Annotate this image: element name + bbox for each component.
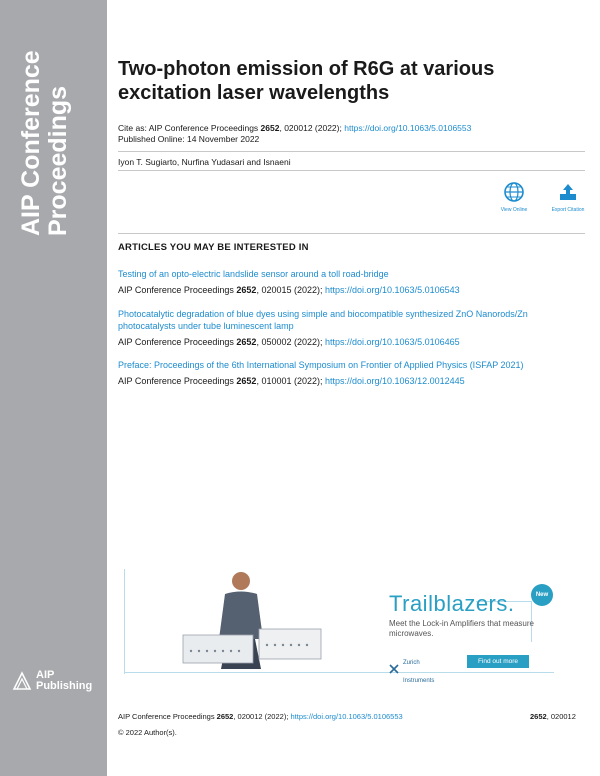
advertisement-banner[interactable] <box>124 569 554 684</box>
brand-mark-icon <box>389 664 399 674</box>
paper-title: Two-photon emission of R6G at various excitation laser wavelengths <box>118 58 495 104</box>
published-date: Published Online: 14 November 2022 <box>118 134 260 144</box>
related-articles-heading: ARTICLES YOU MAY BE INTERESTED IN <box>118 242 309 253</box>
journal-name: AIP Conference Proceedings <box>17 50 72 236</box>
globe-icon <box>503 181 525 203</box>
journal-sidebar <box>0 0 107 776</box>
article-title-link[interactable]: Testing of an opto-electric landslide sensor around a toll road-bridge <box>118 269 389 279</box>
publisher-line2: Publishing <box>36 680 93 692</box>
page-reference: 2652, 020012 <box>530 712 576 721</box>
ad-frame-line <box>124 569 125 674</box>
new-badge: New <box>531 584 553 606</box>
publisher-logo[interactable] <box>12 669 92 693</box>
divider <box>118 233 585 234</box>
find-out-more-button[interactable]: Find out more <box>467 655 529 668</box>
article-citation: AIP Conference Proceedings 2652, 020015 (2022); https://doi.org/10.1063/5.0106543 <box>118 285 460 295</box>
divider <box>118 170 585 171</box>
article-citation: AIP Conference Proceedings 2652, 010001 (2022); https://doi.org/10.1063/12.0012445 <box>118 376 465 386</box>
export-icon <box>557 181 579 203</box>
aip-logo-icon <box>12 669 32 693</box>
article-title-link[interactable]: Photocatalytic degradation of blue dyes using simple and biocompatible synthesized ZnO Nanorods/Zn photocatalysts under tube luminescent lamp <box>118 309 528 331</box>
doi-link[interactable]: https://doi.org/10.1063/5.0106553 <box>344 123 472 133</box>
view-online-button[interactable]: View Online <box>489 181 539 213</box>
publisher-line1: AIP <box>36 669 55 681</box>
article-citation: AIP Conference Proceedings 2652, 050002 (2022); https://doi.org/10.1063/5.0106465 <box>118 337 460 347</box>
doi-link[interactable]: https://doi.org/10.1063/5.0106553 <box>290 712 403 721</box>
author-list: Iyon T. Sugiarto, Nurfina Yudasari and Isnaeni <box>118 157 291 167</box>
export-citation-button[interactable]: Export Citation <box>543 181 593 213</box>
footer-citation: AIP Conference Proceedings 2652, 020012 (2022); https://doi.org/10.1063/5.0106553 <box>118 712 403 721</box>
doi-link[interactable]: https://doi.org/10.1063/12.0012445 <box>325 376 465 386</box>
ad-person-image <box>179 569 329 672</box>
divider <box>118 151 585 152</box>
copyright: © 2022 Author(s). <box>118 728 177 737</box>
list-item <box>118 308 578 348</box>
citation-block <box>118 123 471 145</box>
ad-frame-line <box>124 672 554 673</box>
cite-as: Cite as: AIP Conference Proceedings 2652, 020012 (2022); https://doi.org/10.1063/5.0106553 <box>118 123 472 133</box>
list-item <box>118 268 578 296</box>
zurich-instruments-logo: Zurich Instruments <box>389 651 434 687</box>
ad-subtitle: Meet the Lock-in Amplifiers that measure microwaves. <box>389 619 534 638</box>
list-item <box>118 359 578 387</box>
article-title-link[interactable]: Preface: Proceedings of the 6th International Symposium on Frontier of Applied Physics (ISFAP 2021) <box>118 360 524 370</box>
ad-title: Trailblazers. <box>389 591 515 616</box>
doi-link[interactable]: https://doi.org/10.1063/5.0106543 <box>325 285 460 295</box>
doi-link[interactable]: https://doi.org/10.1063/5.0106465 <box>325 337 460 347</box>
